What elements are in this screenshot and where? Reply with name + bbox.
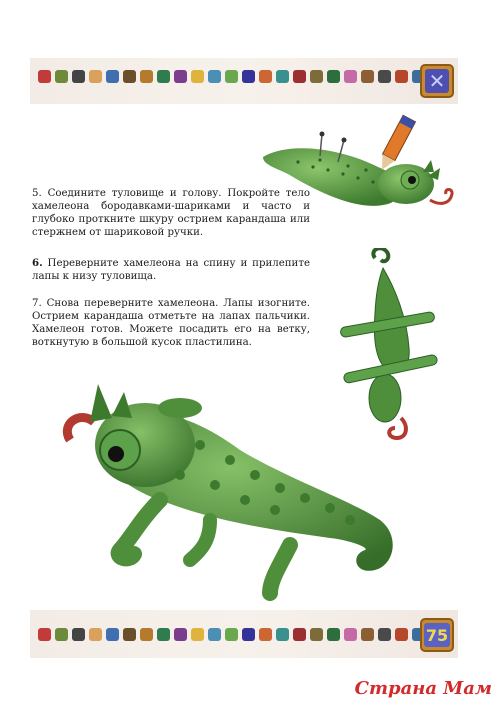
- toy-icon: [242, 628, 255, 641]
- toy-icon: [344, 628, 357, 641]
- toy-icon: [123, 70, 136, 83]
- step-6-text: [32, 257, 310, 283]
- toy-icon: [191, 628, 204, 641]
- step-5-text: 5. Соедините туловище и голову. Покройте тело хамелеона бородавками-шариками и часто и глубоко проткните шкуру острием карандаша или стержнем от шариковой ручки.: [32, 188, 310, 238]
- toy-icon: [38, 628, 51, 641]
- toy-icon: [378, 628, 391, 641]
- toy-icon: [208, 70, 221, 83]
- toy-icon: [208, 628, 221, 641]
- close-button[interactable]: [420, 64, 454, 98]
- toy-icon: [395, 70, 408, 83]
- toy-icon: [55, 70, 68, 83]
- page-number-badge: [420, 618, 454, 652]
- finished-chameleon-illustration: [50, 380, 410, 610]
- toy-icons-row: [38, 70, 442, 83]
- step-6-number: 6.: [32, 257, 43, 269]
- toy-icon: [157, 628, 170, 641]
- watermark: Страна Мам: [354, 678, 492, 699]
- toy-icons-row: [38, 628, 442, 641]
- toy-icon: [174, 628, 187, 641]
- toy-icon: [140, 70, 153, 83]
- toy-icon: [344, 70, 357, 83]
- toy-icon: [293, 628, 306, 641]
- toy-icon: [310, 70, 323, 83]
- toy-icon: [276, 70, 289, 83]
- toy-icon: [225, 628, 238, 641]
- toy-icon: [89, 628, 102, 641]
- toy-icon: [327, 70, 340, 83]
- toy-icon: [361, 70, 374, 83]
- toy-icon: [140, 628, 153, 641]
- toy-icon: [123, 628, 136, 641]
- toy-icon: [293, 70, 306, 83]
- bottom-decorative-band: [30, 610, 458, 658]
- toy-icon: [72, 628, 85, 641]
- toy-icon: [242, 70, 255, 83]
- toy-icon: [327, 628, 340, 641]
- toy-icon: [191, 70, 204, 83]
- step-7-text: 7. Снова переверните хамелеона. Лапы изогните. Острием карандаша отметьте на лапах пальчики. Хамелеон готов. Можете посадить его на ветку, воткнутую в большой кусок пластилина.: [32, 298, 310, 348]
- toy-icon: [378, 70, 391, 83]
- toy-icon: [310, 628, 323, 641]
- toy-icon: [395, 628, 408, 641]
- page-number: 75: [424, 623, 450, 647]
- toy-icon: [106, 628, 119, 641]
- toy-icon: [276, 628, 289, 641]
- top-decorative-band: [30, 58, 458, 104]
- toy-icon: [157, 70, 170, 83]
- toy-icon: [361, 628, 374, 641]
- toy-icon: [55, 628, 68, 641]
- close-icon: ✕: [425, 69, 449, 93]
- toy-icon: [225, 70, 238, 83]
- toy-icon: [89, 70, 102, 83]
- toy-icon: [259, 70, 272, 83]
- toy-icon: [106, 70, 119, 83]
- toy-icon: [174, 70, 187, 83]
- toy-icon: [38, 70, 51, 83]
- step-6-body: Переверните хамелеона на спину и прилепите лапы к низу туловища.: [32, 258, 310, 282]
- toy-icon: [259, 628, 272, 641]
- toy-icon: [72, 70, 85, 83]
